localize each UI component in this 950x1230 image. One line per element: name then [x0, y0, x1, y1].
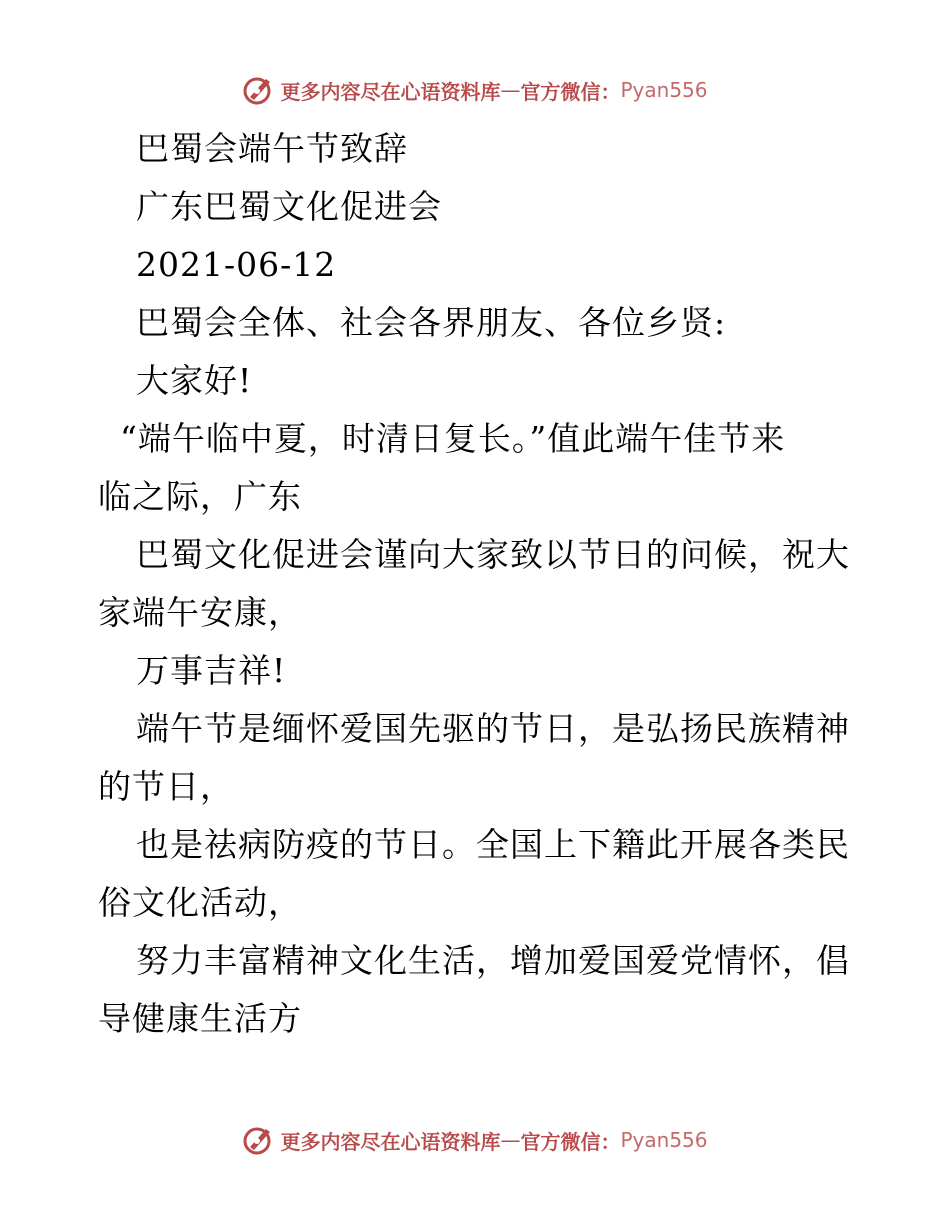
paragraph-line: 导健康生活方	[98, 999, 302, 1038]
watermark-text: 更多内容尽在心语资料库	[280, 1129, 501, 1154]
watermark-wechat-id: Pyan556	[620, 1128, 708, 1152]
footer-watermark	[0, 1120, 950, 1160]
paragraph-line: 也是祛病防疫的节日。全国上下籍此开展各类民	[136, 825, 850, 864]
paragraph-line: 巴蜀文化促进会谨向大家致以节日的问候，祝大	[136, 535, 850, 574]
paragraph-line: 端午节是缅怀爱国先驱的节日，是弘扬民族精神	[136, 709, 850, 748]
document-salutation: 巴蜀会全体、社会各界朋友、各位乡贤:	[136, 303, 727, 342]
header-watermark	[0, 70, 950, 110]
paragraph-line: 俗文化活动，	[98, 883, 302, 922]
paragraph-line: 临之际，广东	[98, 477, 302, 516]
paragraph-line: “端午临中夏，时清日复长。”值此端午佳节来	[120, 419, 786, 458]
document-title: 巴蜀会端午节致辞	[136, 129, 408, 168]
watermark-label: 官方微信：	[520, 1129, 621, 1154]
watermark-text: 更多内容尽在心语资料库	[280, 79, 501, 104]
document-body	[98, 120, 858, 1048]
paragraph-line: 万事吉祥!	[136, 651, 287, 690]
watermark-dash: —	[500, 1128, 521, 1152]
watermark-label: 官方微信：	[520, 79, 621, 104]
paragraph-line: 努力丰富精神文化生活，增加爱国爱党情怀，倡	[136, 941, 850, 980]
paragraph-line: 的节日，	[98, 767, 234, 806]
pen-circle-logo-icon	[242, 1123, 276, 1157]
watermark-wechat-id: Pyan556	[620, 78, 708, 102]
document-org: 广东巴蜀文化促进会	[136, 187, 442, 226]
paragraph-line: 家端午安康，	[98, 593, 302, 632]
pen-circle-logo-icon	[242, 73, 276, 107]
document-greeting: 大家好!	[136, 361, 253, 400]
watermark-dash: —	[500, 78, 521, 102]
document-date: 2021-06-12	[136, 245, 337, 284]
